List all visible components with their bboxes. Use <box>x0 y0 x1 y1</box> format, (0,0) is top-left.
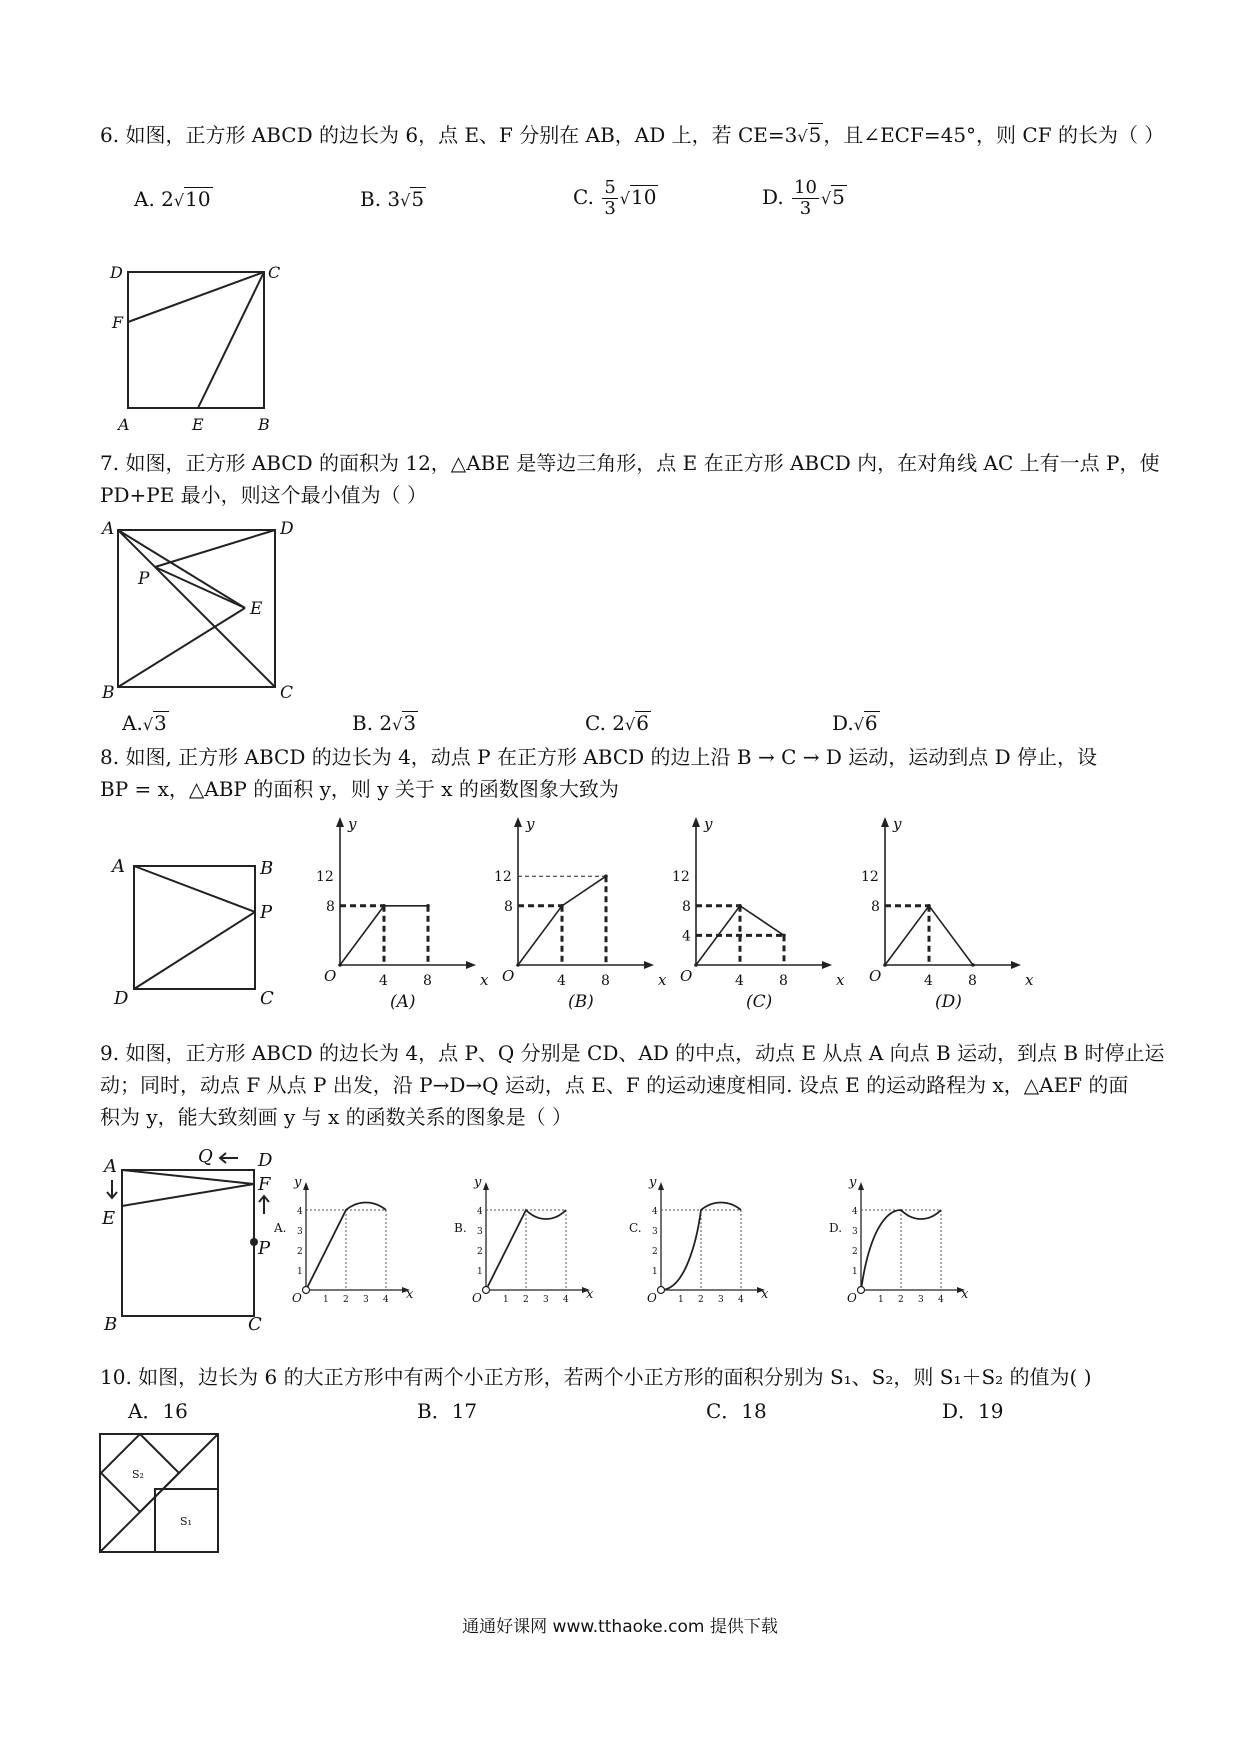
tick-label-y: 1 <box>852 1267 858 1277</box>
axis-label-y: y <box>649 1175 657 1190</box>
tick-label-y: 4 <box>652 1207 658 1217</box>
tick-label-y: 1 <box>297 1267 303 1277</box>
tick-label-y: 3 <box>477 1227 483 1237</box>
tick-label-y: 3 <box>652 1227 658 1237</box>
axis-label-y: y <box>294 1175 302 1190</box>
tick-label-y: 2 <box>297 1247 303 1257</box>
tick-label-y: 2 <box>477 1247 483 1257</box>
tick-label-x: 4 <box>924 973 933 989</box>
q9-graph-d[interactable] <box>829 1170 985 1320</box>
x-axis-arrow <box>822 961 832 969</box>
q10-option-c[interactable]: C．18 <box>706 1399 767 1423</box>
data-point <box>604 874 608 878</box>
y-axis-arrow <box>858 1182 864 1190</box>
tick-label-y: 12 <box>861 869 879 886</box>
q6-option-a[interactable]: A. 2√10 <box>134 187 211 211</box>
label-E: E <box>250 599 263 619</box>
tick-label-x: 8 <box>423 973 432 989</box>
data-point <box>516 963 520 967</box>
q8-graph-a[interactable] <box>310 815 489 1012</box>
label-B: B <box>102 683 115 703</box>
tick-label-y: 2 <box>852 1247 858 1257</box>
q10-question: 10. 如图，边长为 6 的大正方形中有两个小正方形，若两个小正方形的面积分别为 S₁、S₂，则 S₁＋S₂ 的值为( ) <box>100 1365 1092 1389</box>
q7-option-c[interactable]: C. 2√6 <box>585 711 649 735</box>
tick-label-x: 2 <box>898 1295 904 1305</box>
q10-option-b[interactable]: B．17 <box>417 1399 478 1423</box>
q7-option-b[interactable]: B. 2√3 <box>352 711 417 735</box>
axis-label-y: y <box>893 815 902 833</box>
q6-option-c[interactable]: C. $\frac{5}{3}$ √10 <box>573 177 657 219</box>
tick-label-y: 8 <box>326 898 335 915</box>
tick-label-x: 4 <box>735 973 744 989</box>
tick-label-y: 8 <box>682 898 691 915</box>
label-A: A <box>102 519 115 539</box>
option-label: B. <box>454 1221 467 1235</box>
y-axis-arrow <box>658 1182 664 1190</box>
y-axis-arrow <box>514 817 522 827</box>
q8-graph-c[interactable] <box>666 815 845 1012</box>
y-axis-arrow <box>881 817 889 827</box>
tick-label-x: 1 <box>323 1295 329 1305</box>
tick-label-y: 12 <box>494 869 512 886</box>
q10-figure <box>98 1432 228 1557</box>
x-axis-arrow <box>644 961 654 969</box>
origin-label: O <box>680 967 693 985</box>
q6-figure <box>100 260 300 440</box>
axis-label-x: x <box>586 1287 594 1302</box>
tick-label-x: 1 <box>878 1295 884 1305</box>
origin-point <box>658 1287 665 1294</box>
data-point <box>927 904 931 908</box>
tick-label-y: 4 <box>477 1207 483 1217</box>
axis-label-y: y <box>704 815 713 833</box>
q8-question-line2: BP = x，△ABP 的面积 y，则 y 关于 x 的函数图象大致为 <box>100 777 619 801</box>
tick-label-y: 8 <box>504 898 513 915</box>
q7-option-d[interactable]: D.√6 <box>832 711 878 735</box>
y-axis-arrow <box>336 817 344 827</box>
origin-label: O <box>324 967 337 985</box>
tick-label-y: 3 <box>852 1227 858 1237</box>
label-D: D <box>258 1150 273 1171</box>
tick-label-x: 8 <box>779 973 788 989</box>
tick-label-y: 8 <box>871 898 880 915</box>
label-Q: Q <box>198 1146 213 1167</box>
q9-question-line2: 动；同时，动点 F 从点 P 出发，沿 P→D→Q 运动，点 E、F 的运动速度相同. 设点 E 的运动路程为 x，△AEF 的面 <box>100 1073 1129 1097</box>
y-axis-arrow <box>692 817 700 827</box>
axis-label-x: x <box>406 1287 414 1302</box>
graph-caption: (D) <box>935 992 962 1012</box>
graph-caption: (C) <box>746 992 773 1012</box>
q9-question-line3: 积为 y，能大致刻画 y 与 x 的函数关系的图象是（ ） <box>100 1105 573 1129</box>
x-axis-arrow <box>466 961 476 969</box>
fraction: $\frac{10}{3}$ <box>794 177 817 219</box>
label-D: D <box>280 519 294 539</box>
axis-label-y: y <box>526 815 535 833</box>
q7-question-line2: PD+PE 最小，则这个最小值为（ ） <box>100 483 428 507</box>
data-point <box>782 934 786 938</box>
graph-caption: (A) <box>390 992 416 1012</box>
graph-caption: (B) <box>568 992 594 1012</box>
label-B: B <box>260 858 274 879</box>
y-axis-arrow <box>483 1182 489 1190</box>
fraction: $\frac{5}{3}$ <box>604 177 616 219</box>
tick-label-x: 4 <box>557 973 566 989</box>
data-point <box>883 963 887 967</box>
q8-question-line1: 8. 如图, 正方形 ABCD 的边长为 4，动点 P 在正方形 ABCD 的边上沿 B → C → D 运动，运动到点 D 停止，设 <box>100 745 1097 769</box>
data-point <box>738 904 742 908</box>
data-point <box>338 963 342 967</box>
tick-label-y: 4 <box>682 928 691 945</box>
q9-figure <box>98 1146 288 1335</box>
label-C: C <box>260 988 274 1009</box>
q8-figure <box>110 850 280 1010</box>
origin-point <box>303 1287 310 1294</box>
origin-point <box>483 1287 490 1294</box>
tick-label-x: 2 <box>523 1295 529 1305</box>
tick-label-y: 2 <box>652 1247 658 1257</box>
axis-label-x: x <box>836 971 845 989</box>
q7-figure <box>100 519 310 703</box>
tick-label-x: 1 <box>678 1295 684 1305</box>
axis-label-x: x <box>480 971 489 989</box>
tick-label-x: 2 <box>698 1295 704 1305</box>
label-B: B <box>104 1314 118 1335</box>
tick-label-y: 12 <box>316 869 334 886</box>
axis-label-y: y <box>849 1175 857 1190</box>
axis-label-y: y <box>474 1175 482 1190</box>
label-A: A <box>118 415 130 434</box>
data-point <box>426 904 430 908</box>
q8-graph-d[interactable] <box>855 815 1034 1012</box>
tick-label-x: 3 <box>543 1295 549 1305</box>
axis-label-x: x <box>961 1287 969 1302</box>
label-P: P <box>138 569 150 589</box>
label-s1: S₁ <box>180 1515 192 1528</box>
tick-label-y: 1 <box>652 1267 658 1277</box>
origin-label: O <box>647 1291 657 1305</box>
option-label: A. <box>274 1221 287 1235</box>
tick-label-x: 3 <box>363 1295 369 1305</box>
q6-question: 6. 如图，正方形 ABCD 的边长为 6，点 E、F 分别在 AB，AD 上，若 CE=3√5 ，且∠ECF=45°，则 CF 的长为（ ） <box>100 123 1165 147</box>
tick-label-x: 8 <box>968 973 977 989</box>
label-D: D <box>114 988 129 1009</box>
footer: 通通好课网 www.tthaoke.com 提供下载 <box>462 1617 778 1637</box>
tick-label-x: 8 <box>601 973 610 989</box>
tick-label-x: 1 <box>503 1295 509 1305</box>
tick-label-y: 1 <box>477 1267 483 1277</box>
origin-label: O <box>502 967 515 985</box>
label-F: F <box>258 1174 271 1195</box>
q9-graph-b[interactable] <box>454 1170 610 1320</box>
data-point <box>382 904 386 908</box>
axis-label-x: x <box>658 971 667 989</box>
tick-label-x: 4 <box>563 1295 569 1305</box>
axis-label-x: x <box>1025 971 1034 989</box>
q10-option-a[interactable]: A．16 <box>128 1399 188 1423</box>
label-C: C <box>248 1314 262 1335</box>
label-B: B <box>258 415 270 434</box>
data-point <box>560 904 564 908</box>
data-point <box>971 963 975 967</box>
label-P: P <box>258 1238 271 1259</box>
q6-option-b[interactable]: B. 3√5 <box>360 187 425 211</box>
origin-label: O <box>847 1291 857 1305</box>
q9-graph-c[interactable] <box>629 1170 785 1320</box>
label-D: D <box>110 263 123 282</box>
origin-label: O <box>869 967 882 985</box>
origin-point <box>858 1287 865 1294</box>
q7-question-line1: 7. 如图，正方形 ABCD 的面积为 12，△ABE 是等边三角形，点 E 在正方形 ABCD 内，在对角线 AC 上有一点 P，使 <box>100 451 1160 475</box>
tick-label-y: 4 <box>297 1207 303 1217</box>
data-point <box>694 963 698 967</box>
y-axis-arrow <box>303 1182 309 1190</box>
tick-label-x: 4 <box>383 1295 389 1305</box>
tick-label-x: 3 <box>918 1295 924 1305</box>
tick-label-y: 12 <box>672 869 690 886</box>
tick-label-x: 2 <box>343 1295 349 1305</box>
q10-option-d[interactable]: D．19 <box>942 1399 1004 1423</box>
label-A: A <box>104 1156 117 1177</box>
origin-label: O <box>472 1291 482 1305</box>
q9-graph-a[interactable] <box>274 1170 430 1320</box>
label-A: A <box>112 856 125 877</box>
x-axis-arrow <box>1011 961 1021 969</box>
tick-label-x: 4 <box>938 1295 944 1305</box>
tick-label-y: 3 <box>297 1227 303 1237</box>
label-s2: S₂ <box>132 1468 144 1481</box>
tick-label-x: 4 <box>738 1295 744 1305</box>
tick-label-x: 3 <box>718 1295 724 1305</box>
q9-question-line1: 9. 如图，正方形 ABCD 的边长为 4，点 P、Q 分别是 CD、AD 的中点，动点 E 从点 A 向点 B 运动，到点 B 时停止运 <box>100 1041 1165 1065</box>
origin-label: O <box>292 1291 302 1305</box>
label-P: P <box>260 902 273 923</box>
tick-label-y: 4 <box>852 1207 858 1217</box>
q7-option-a[interactable]: A.√3 <box>122 711 167 735</box>
option-label: C. <box>629 1221 642 1235</box>
tick-label-x: 4 <box>379 973 388 989</box>
axis-label-y: y <box>348 815 357 833</box>
option-label: D. <box>829 1221 843 1235</box>
label-E: E <box>102 1208 116 1229</box>
label-E: E <box>192 415 204 434</box>
label-C: C <box>280 683 294 703</box>
label-F: F <box>112 313 124 332</box>
label-C: C <box>268 263 281 282</box>
q6-option-d[interactable]: D. $\frac{10}{3}$ √5 <box>762 177 845 219</box>
q8-graph-b[interactable] <box>488 815 667 1012</box>
axis-label-x: x <box>761 1287 769 1302</box>
